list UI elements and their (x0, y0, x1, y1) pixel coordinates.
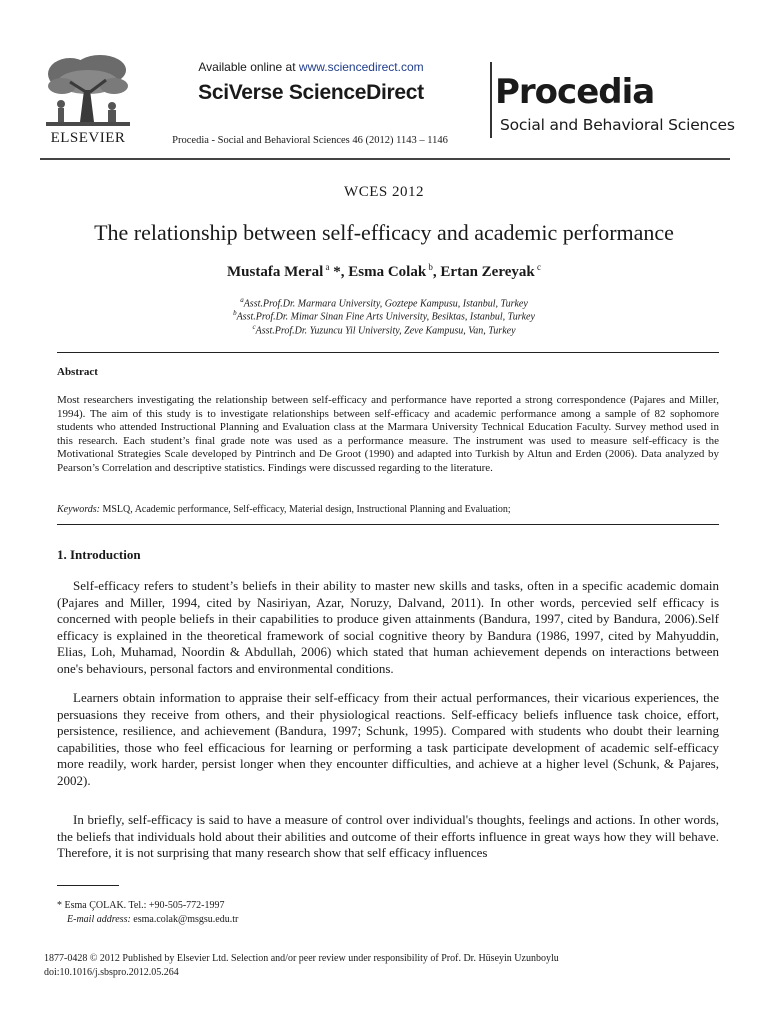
body-paragraph: In briefly, self-efficacy is said to have a measure of control over individual's thoughts, feelings and actions. In other words, the beliefs that individuals hold about their abilities and outcome of their efforts influence in great ways how they will behave. Therefore, it is not surprising that many research show that self efficacy influences (57, 812, 719, 860)
procedia-subtitle: Social and Behavioral Sciences (500, 116, 735, 134)
author-separator: *, (329, 264, 349, 280)
author-affil-mark: b (428, 262, 433, 272)
procedia-divider (490, 62, 492, 138)
keywords-list: MSLQ, Academic performance, Self-efficacy, Material design, Instructional Planning and Evaluation; (99, 504, 511, 515)
email-address[interactable]: esma.colak@msgsu.edu.tr (130, 914, 239, 925)
sciencedirect-link[interactable]: www.sciencedirect.com (298, 60, 424, 74)
procedia-brand: Procedia (495, 72, 655, 112)
doi-line: doi:10.1016/j.sbspro.2012.05.264 (44, 967, 179, 978)
journal-citation: Procedia - Social and Behavioral Sciences 46 (2012) 1143 – 1146 (172, 135, 448, 146)
affiliation-b: $^b$Asst.Prof.Dr. Mimar Sinan Fine Arts University, Besiktas, Istanbul, Turkey (233, 309, 535, 323)
author-name: Ertan Zereyak (440, 264, 535, 280)
publisher-name: ELSEVIER (50, 130, 126, 146)
affiliation-a: $^a$Asst.Prof.Dr. Marmara University, Goztepe Kampusu, Istanbul, Turkey (240, 296, 528, 310)
abstract-heading: Abstract (57, 366, 98, 378)
author-affil-mark: a (325, 262, 330, 272)
corresponding-author-footnote: * Esma ÇOLAK. Tel.: +90-505-772-1997 (57, 900, 225, 911)
body-paragraph: Self-efficacy refers to student’s beliefs in their ability to master new skills and tasks, often in a specific academic domain (Pajares and Miller, 1994, cited by Nasiriyan, Azar, Noruzy, Dalvand, 2011). In other words, percevied self efficacy is concerned with people beliefs in their capabilities to produce given attainments (Bandura, 1997, cited by Bandura, 2006).Self efficacy is explained in the theoretical framework of social cognitive theory by Bandura (1986, 1997, cited by Mahyuddin, Elias, Loh, Muhamad, Noordin & Abdullah, 2006) which stated that human achievement depends on interactions between one's behaviours, personal factors and environmental conditions. (57, 578, 719, 676)
body-paragraph: Learners obtain information to appraise their self-efficacy from their actual performances, their vicarious experiences, the persuasions they receive from others, and their physiological reactions. Self-efficacy beliefs influence task choice, effort, persistence, resilience, and achievement (Bandura, 1997; Schunk, 1995). Compared with students who doubt their learning capabilities, those who feel efficacious for learning or performing a task participate development of academic self-efficacy more readily, work harder, persist longer when they encounter difficulties, and achieve at a higher level (Schunk, & Pajares, 2002). (57, 690, 719, 788)
available-online-line (160, 60, 462, 74)
abstract-text: Most researchers investigating the relationship between self-efficacy and performance have reported a strong correspondence (Pajares and Miller, 1994). The aim of this study is to investigate relationships between self-efficacy and academic performance among a sample of 82 sophomore students who attended Instructional Planning and Evaluation class at the Marmara University Technical Education Faculty. Survey method used in this research. Each student’s final grade note was used as a performance measure. The instrument was used to measure self-efficacy is the Motivational Strategies Scale developed by Pintrinch and De Groot (1990) and adapted into Turkish by Altun and Erden (2006). Data analyzed by Pearson’s Correlation and descriptive statistics. Findings were discussed regarding to the literature. (57, 394, 719, 474)
author-name: Mustafa Meral (227, 264, 324, 280)
section-heading-introduction: 1. Introduction (57, 547, 141, 562)
footnote-rule (57, 885, 119, 886)
author-affil-mark: c (536, 262, 541, 272)
affiliation-c: $^c$Asst.Prof.Dr. Yuzuncu Yil University, Zeve Kampusu, Van, Turkey (252, 323, 516, 337)
conference-name: WCES 2012 (344, 184, 424, 200)
copyright-line: 1877-0428 © 2012 Published by Elsevier Ltd. Selection and/or peer review under responsibility of Prof. Dr. Hüseyin Uzunboylu (44, 953, 559, 964)
available-prefix: Available online at (198, 60, 299, 74)
author-name: Esma Colak (348, 264, 427, 280)
keywords-label: Keywords: (57, 504, 100, 515)
abstract-rule-top (57, 352, 719, 353)
header-rule (40, 158, 730, 160)
email-label: E-mail address: (67, 914, 131, 925)
platform-name: SciVerse ScienceDirect (198, 81, 424, 104)
author-separator: , (432, 264, 441, 280)
paper-title: The relationship between self-efficacy and academic performance (94, 220, 674, 245)
author-list (0, 262, 768, 281)
email-footnote (57, 914, 238, 925)
keywords-line (57, 504, 719, 515)
abstract-rule-bottom (57, 524, 719, 525)
